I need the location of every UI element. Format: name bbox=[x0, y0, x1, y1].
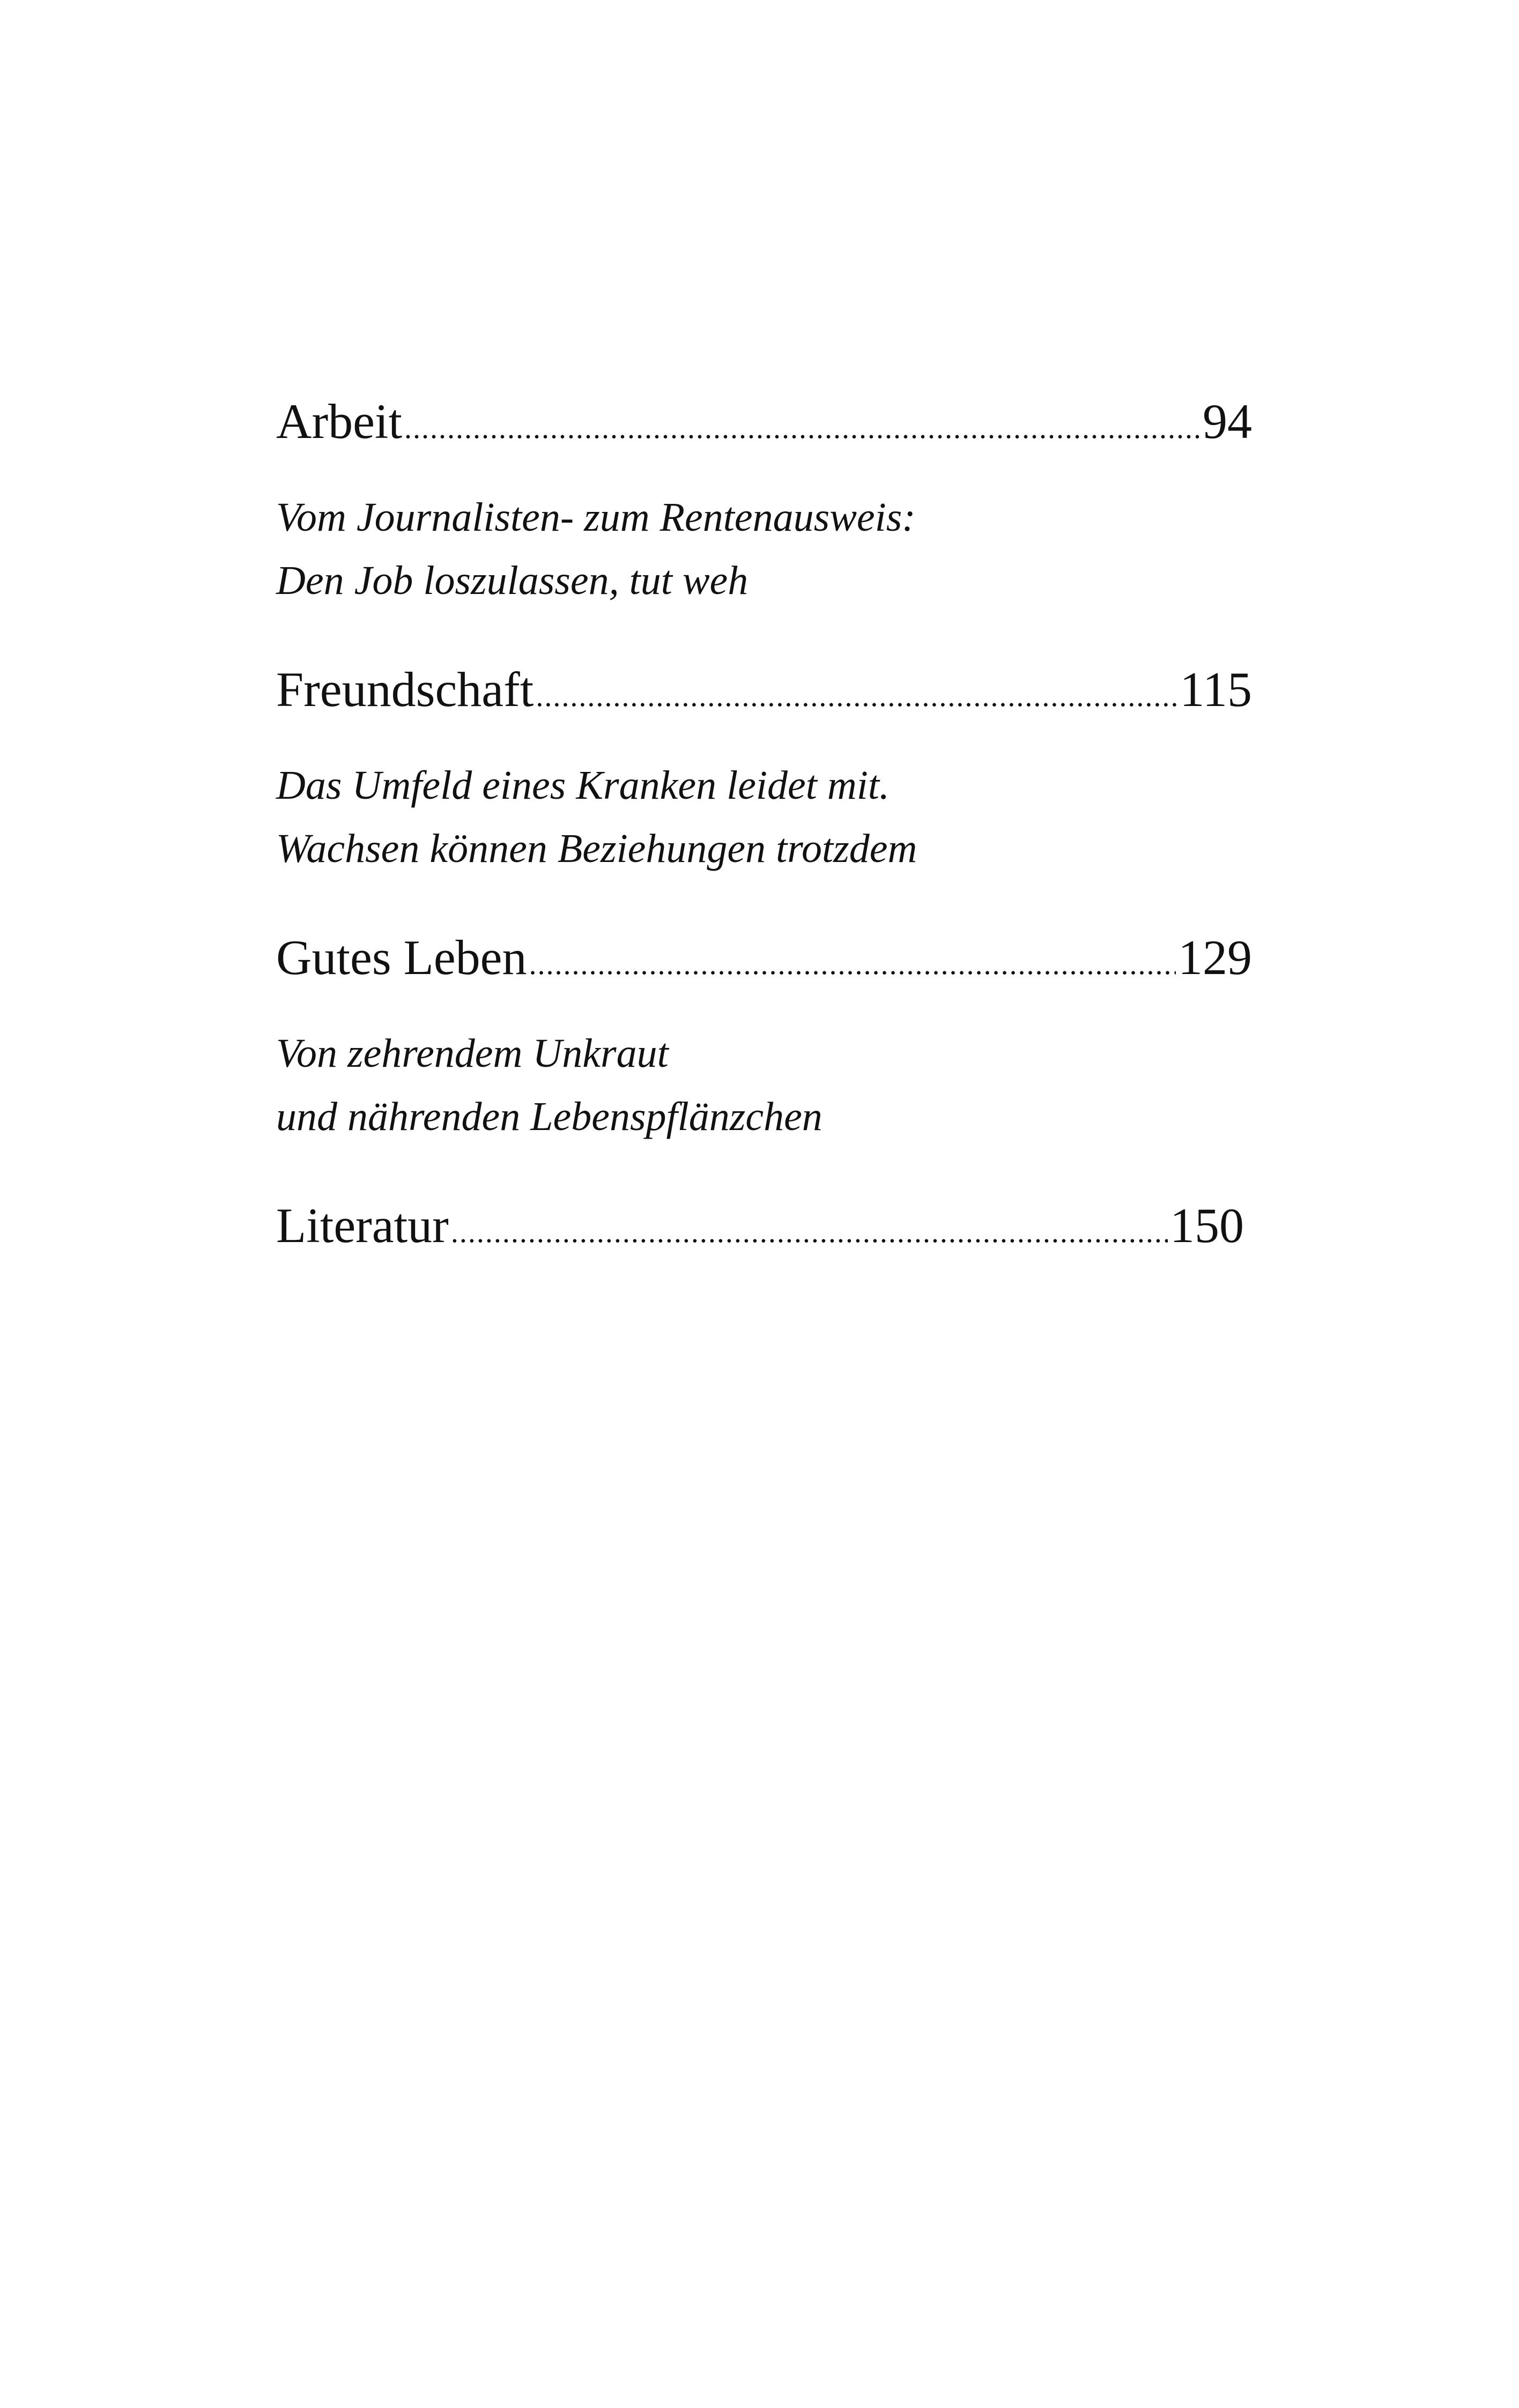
dot-leader bbox=[536, 681, 1177, 711]
toc-entry-freundschaft bbox=[276, 662, 1252, 880]
toc-entry-description bbox=[276, 1022, 1252, 1148]
toc-entry-page-number: 94 bbox=[1203, 394, 1252, 449]
toc-entry-title: Freundschaft bbox=[276, 662, 534, 717]
toc-entry-line bbox=[276, 394, 1252, 449]
toc-entry-title: Gutes Leben bbox=[276, 930, 527, 985]
dot-leader bbox=[529, 949, 1176, 979]
toc-entry-arbeit bbox=[276, 394, 1252, 612]
toc-entry-page-number: 129 bbox=[1178, 930, 1252, 985]
table-of-contents bbox=[276, 394, 1252, 1303]
toc-entry-page-number: 115 bbox=[1180, 662, 1252, 717]
toc-entry-line bbox=[276, 662, 1252, 717]
toc-entry-gutes-leben bbox=[276, 930, 1252, 1148]
toc-entry-title: Arbeit bbox=[276, 394, 403, 449]
toc-entry-title: Literatur bbox=[276, 1198, 449, 1253]
toc-entry-description-line: Den Job loszulassen, tut weh bbox=[276, 558, 749, 603]
toc-entry-line bbox=[276, 930, 1252, 985]
toc-entry-line bbox=[276, 1198, 1244, 1253]
dot-leader bbox=[451, 1217, 1168, 1247]
toc-entry-description-line: Wachsen können Beziehungen trotzdem bbox=[276, 826, 917, 871]
toc-entry-description bbox=[276, 486, 1252, 612]
toc-entry-literatur bbox=[276, 1198, 1252, 1253]
toc-entry-description-line: Von zehrendem Unkraut bbox=[276, 1031, 669, 1076]
dot-leader bbox=[404, 413, 1201, 443]
toc-entry-description-line: Vom Journalisten- zum Rentenausweis: bbox=[276, 495, 916, 540]
toc-entry-description-line: Das Umfeld eines Kranken leidet mit. bbox=[276, 763, 890, 808]
toc-entry-description bbox=[276, 754, 1252, 880]
toc-entry-page-number: 150 bbox=[1170, 1198, 1244, 1253]
toc-entry-description-line: und nährenden Lebenspflänzchen bbox=[276, 1094, 823, 1139]
